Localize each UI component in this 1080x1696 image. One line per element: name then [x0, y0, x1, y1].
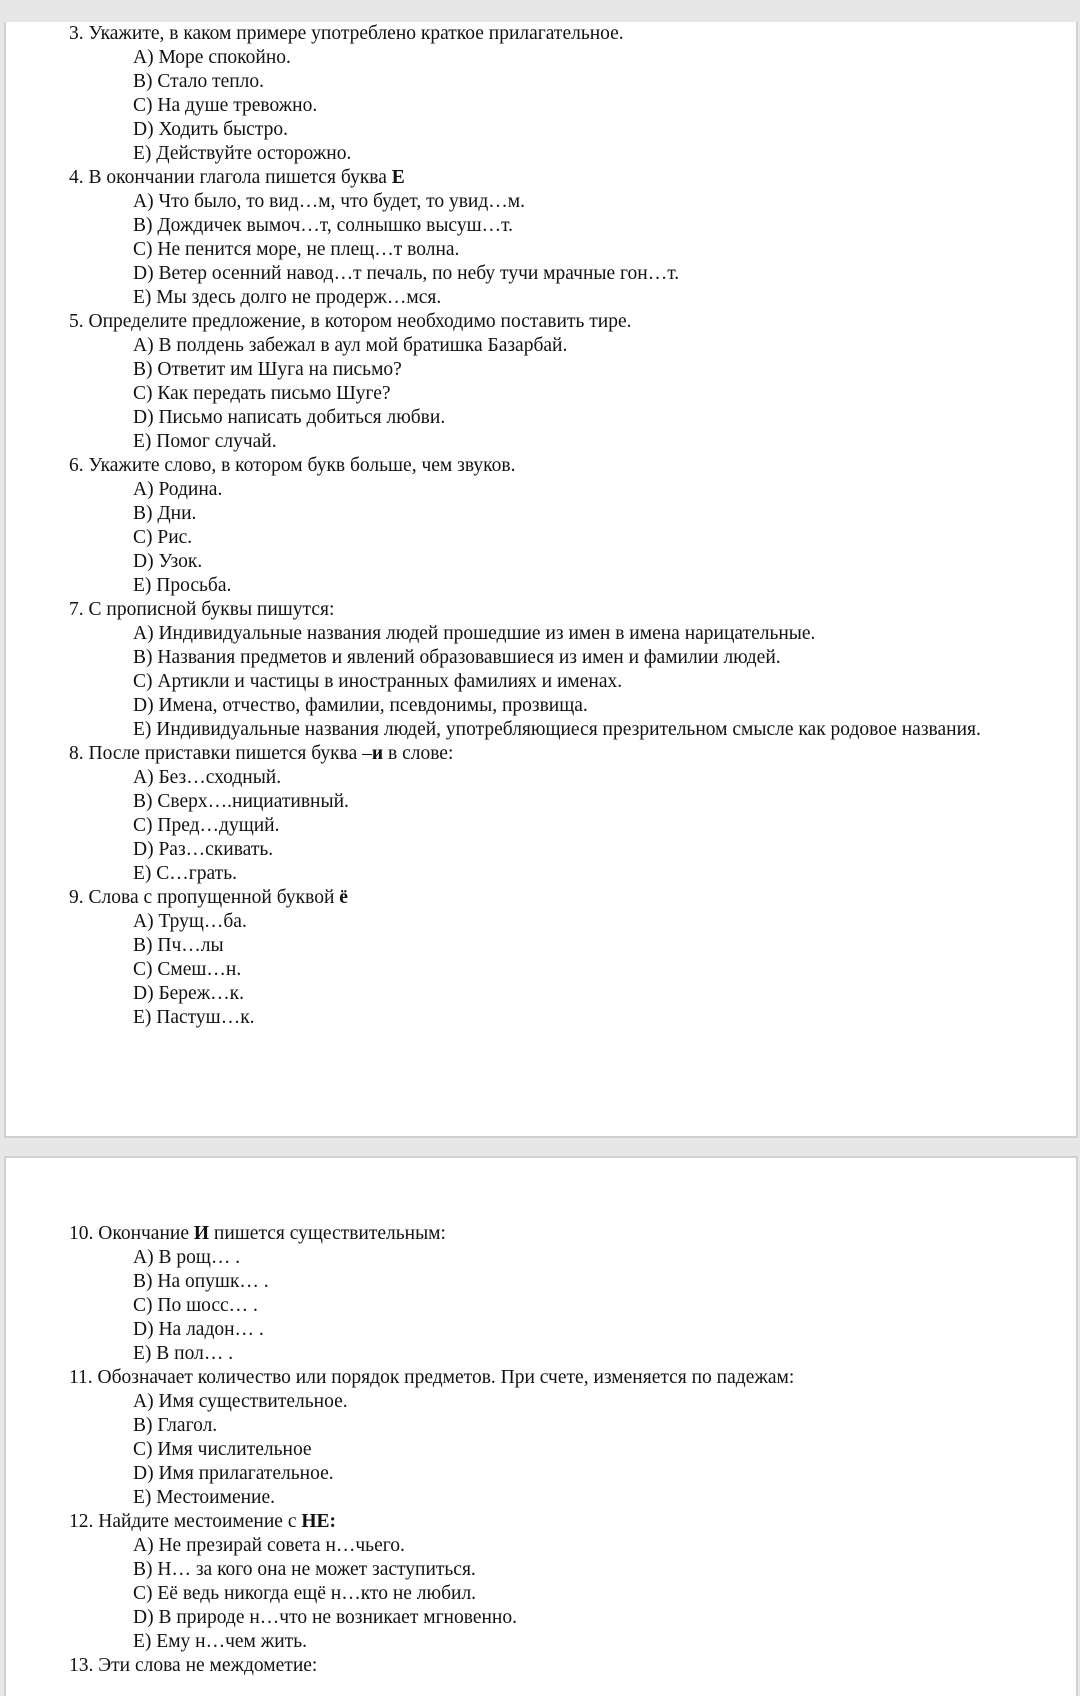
question-12 — [6, 1510, 1076, 1654]
answer-option-a: А) Индивидуальные названия людей прошедшие из имен в имена нарицательные. — [133, 623, 816, 644]
question-title: 6. Укажите слово, в котором букв больше, чем звуков. — [69, 455, 516, 476]
answer-option-d: D) Ходить быстро. — [133, 119, 288, 140]
answer-option-c: С) По шосс… . — [133, 1295, 258, 1316]
answer-option-d: D) Раз…скивать. — [133, 839, 274, 860]
question-title-emphasis: НЕ: — [301, 1511, 337, 1532]
question-title — [6, 1510, 1076, 1534]
question-title-text: 10. Окончание — [69, 1223, 194, 1244]
answer-option-d: D) Узок. — [133, 551, 203, 572]
document-page-1 — [4, 22, 1078, 1138]
question-11 — [6, 1366, 1076, 1510]
answer-option-b: В) Дни. — [133, 503, 197, 524]
page-1-content — [6, 22, 1076, 1030]
answer-option-c: С) Артикли и частицы в иностранных фамилиях и именах. — [133, 671, 623, 692]
question-title-text: 12. Найдите местоимение с — [69, 1511, 302, 1532]
answer-option-a: А) Трущ…ба. — [133, 911, 247, 932]
question-title — [6, 742, 1076, 766]
answer-option-e: Е) Помог случай. — [133, 431, 277, 452]
question-title-emphasis: и — [371, 743, 384, 764]
answer-option-d: D) Имена, отчество, фамилии, псевдонимы, прозвища. — [133, 695, 588, 716]
question-title-text: 8. После приставки пишется буква – — [69, 743, 372, 764]
answer-option-c: С) Как передать письмо Шуге? — [133, 383, 391, 404]
question-title-text: 9. Слова с пропущенной буквой — [69, 887, 340, 908]
answer-option-a: А) В рощ… . — [133, 1247, 241, 1268]
answer-option-e: Е) Мы здесь долго не продерж…мся. — [133, 287, 442, 308]
question-title-emphasis: Е — [391, 167, 405, 188]
answer-option-b: В) Названия предметов и явлений образовавшиеся из имен и фамилии людей. — [133, 647, 781, 668]
question-title: 11. Обозначает количество или порядок предметов. При счете, изменяется по падежам: — [69, 1367, 795, 1388]
answer-option-c: С) Смеш…н. — [133, 959, 242, 980]
question-title-text-end: в слове: — [383, 743, 454, 764]
answer-option-e: Е) Просьба. — [133, 575, 232, 596]
answer-option-d: D) В природе н…что не возникает мгновенно. — [133, 1607, 517, 1628]
question-title-text: 4. В окончании глагола пишется буква — [69, 167, 392, 188]
answer-option-d: D) Береж…к. — [133, 983, 245, 1004]
question-9 — [6, 886, 1076, 1030]
answer-option-c: С) Её ведь никогда ещё н…кто не любил. — [133, 1583, 477, 1604]
question-title: 13. Эти слова не междометие: — [69, 1655, 318, 1676]
question-title-emphasis: ё — [339, 887, 348, 908]
answer-option-b: В) Н… за кого она не может заступиться. — [133, 1559, 476, 1580]
page-2-content — [6, 1222, 1076, 1678]
question-8 — [6, 742, 1076, 886]
question-title-text-end: пишется существительным: — [209, 1223, 446, 1244]
answer-option-e: Е) Пастуш…к. — [133, 1007, 255, 1028]
answer-option-e: Е) В пол… . — [133, 1343, 234, 1364]
answer-option-b: В) Сверх….нициативный. — [133, 791, 349, 812]
document-page-2 — [4, 1156, 1078, 1696]
answer-option-e: Е) Действуйте осторожно. — [133, 143, 352, 164]
answer-option-b: В) Ответит им Шуга на письмо? — [133, 359, 402, 380]
answer-option-a: А) В полдень забежал в аул мой братишка Базарбай. — [133, 335, 568, 356]
question-6 — [6, 454, 1076, 598]
question-10 — [6, 1222, 1076, 1366]
answer-option-b: В) Стало тепло. — [133, 71, 265, 92]
answer-option-e: Е) Индивидуальные названия людей, употребляющиеся презрительном смысле как родовое названия. — [133, 719, 981, 740]
answer-option-a: А) Имя существительное. — [133, 1391, 348, 1412]
answer-option-d: D) Письмо написать добиться любви. — [133, 407, 446, 428]
question-title — [6, 166, 1076, 190]
question-title: 7. С прописной буквы пишутся: — [69, 599, 335, 620]
answer-option-c: С) Не пенится море, не плещ…т волна. — [133, 239, 460, 260]
answer-option-d: D) Имя прилагательное. — [133, 1463, 334, 1484]
answer-option-d: D) На ладон… . — [133, 1319, 264, 1340]
answer-option-c: С) Пред…дущий. — [133, 815, 280, 836]
answer-option-c: С) На душе тревожно. — [133, 95, 318, 116]
question-3 — [6, 22, 1076, 166]
answer-option-c: С) Рис. — [133, 527, 193, 548]
answer-option-e: Е) Местоимение. — [133, 1487, 276, 1508]
question-7 — [6, 598, 1076, 742]
question-title: 3. Укажите, в каком примере употреблено краткое прилагательное. — [69, 23, 624, 44]
answer-option-c: С) Имя числительное — [133, 1439, 312, 1460]
answer-option-b: В) Глагол. — [133, 1415, 218, 1436]
question-4 — [6, 166, 1076, 310]
answer-option-a: А) Море спокойно. — [133, 47, 291, 68]
answer-option-b: В) Дождичек вымоч…т, солнышко высуш…т. — [133, 215, 514, 236]
question-13 — [6, 1654, 1076, 1678]
question-title-emphasis: И — [193, 1223, 210, 1244]
answer-option-b: В) На опушк… . — [133, 1271, 269, 1292]
answer-option-a: А) Без…сходный. — [133, 767, 282, 788]
answer-option-b: В) Пч…лы — [133, 935, 224, 956]
answer-option-e: Е) С…грать. — [133, 863, 237, 884]
question-title: 5. Определите предложение, в котором необходимо поставить тире. — [69, 311, 632, 332]
question-title — [6, 886, 1076, 910]
answer-option-d: D) Ветер осенний навод…т печаль, по небу тучи мрачные гон…т. — [133, 263, 680, 284]
answer-option-a: А) Что было, то вид…м, что будет, то увид…м. — [133, 191, 526, 212]
answer-option-a: А) Родина. — [133, 479, 223, 500]
question-5 — [6, 310, 1076, 454]
answer-option-e: Е) Ему н…чем жить. — [133, 1631, 307, 1652]
viewer-top-strip — [0, 0, 1080, 22]
answer-option-a: А) Не презирай совета н…чьего. — [133, 1535, 405, 1556]
question-title — [6, 1222, 1076, 1246]
